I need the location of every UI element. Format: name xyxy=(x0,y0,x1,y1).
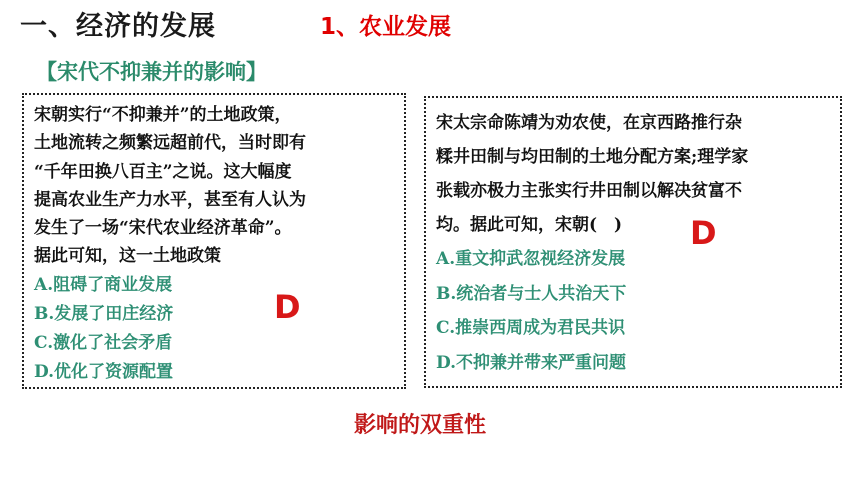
option-b[interactable]: B.统治者与士人共治天下 xyxy=(436,283,627,304)
question-1-options xyxy=(34,271,398,387)
section-heading: 一、经济的发展 xyxy=(20,11,216,42)
question-1-answer: D xyxy=(274,288,301,326)
question-1-stem xyxy=(34,101,398,271)
option-b[interactable]: B.发展了田庄经济 xyxy=(34,303,174,324)
stem-line: 土地流转之频繁远超前代，当时即有 xyxy=(34,133,306,154)
sub-heading: 1、农业发展 xyxy=(320,14,452,40)
stem-line: 提高农业生产力水平，甚至有人认为 xyxy=(34,189,306,210)
question-2-options xyxy=(436,242,834,380)
question-2-box xyxy=(424,96,842,388)
option-a[interactable]: A.重文抑武忽视经济发展 xyxy=(436,249,626,269)
question-2-answer: D xyxy=(690,214,717,252)
stem-line: 据此可知，这一土地政策 xyxy=(34,246,221,267)
conclusion-text: 影响的双重性 xyxy=(354,412,487,438)
option-a[interactable]: A.阻碍了商业发展 xyxy=(34,274,173,295)
topic-title: 【宋代不抑兼并的影响】 xyxy=(36,59,267,84)
question-2-stem xyxy=(436,106,834,242)
question-1-box xyxy=(22,93,406,389)
option-c[interactable]: C.推崇西周成为君民共识 xyxy=(436,318,626,338)
stem-line: 发生了一场“宋代农业经济革命”。 xyxy=(34,218,292,239)
stem-line: 宋朝实行“不抑兼并”的土地政策， xyxy=(34,105,292,125)
option-d[interactable]: D.不抑兼并带来严重问题 xyxy=(436,352,627,373)
option-c[interactable]: C.激化了社会矛盾 xyxy=(34,332,173,353)
stem-line: 张载亦极力主张实行井田制以解决贫富不 xyxy=(436,181,742,201)
stem-line: 均。据此可知，宋朝( ) xyxy=(436,215,623,235)
stem-line: 宋太宗命陈靖为劝农使，在京西路推行杂 xyxy=(436,113,742,133)
stem-line: “千年田换八百主”之说。这大幅度 xyxy=(34,161,292,182)
stem-line: 糅井田制与均田制的土地分配方案;理学家 xyxy=(436,147,749,167)
option-d[interactable]: D.优化了资源配置 xyxy=(34,361,174,382)
